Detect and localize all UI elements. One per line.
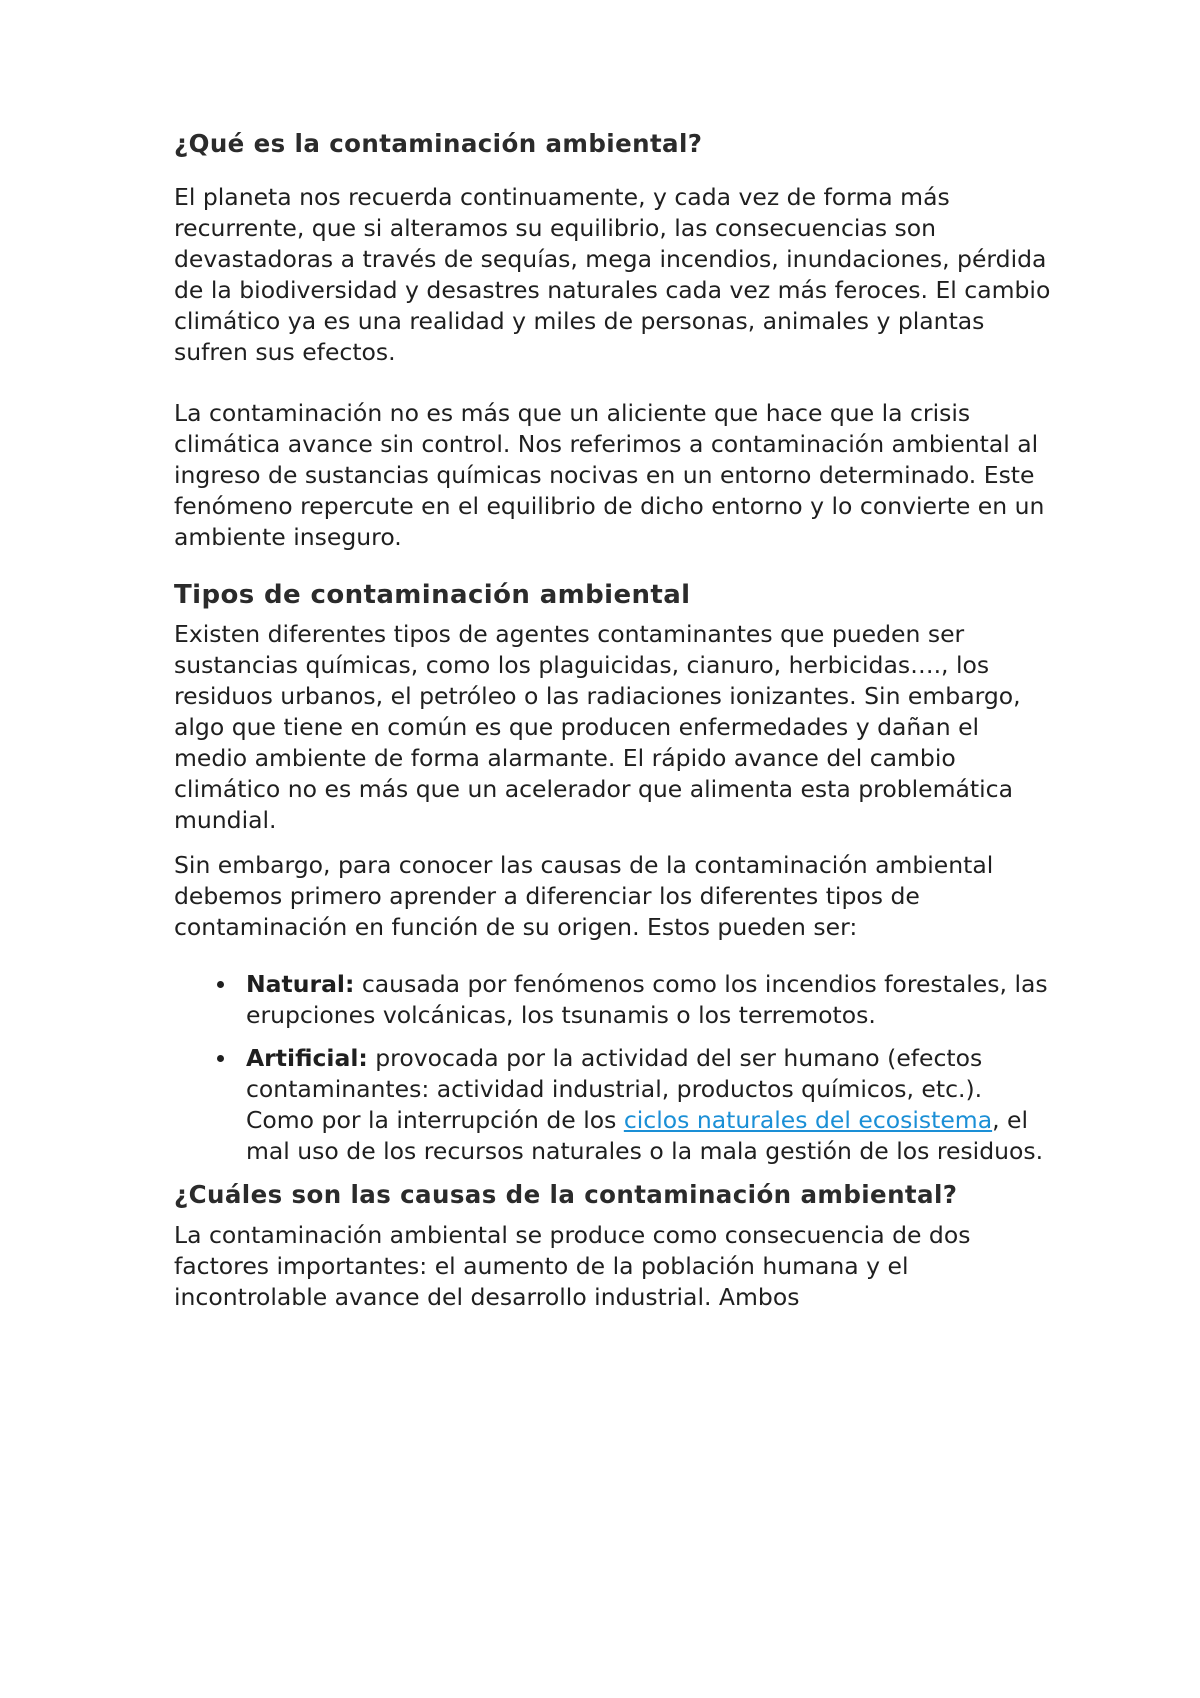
bullet-icon (217, 1055, 224, 1062)
list-item-term: Artificial: (246, 1044, 368, 1072)
paragraph-intro: El planeta nos recuerda continuamente, y cada vez de forma más recurrente, que si alteramos su equilibrio, las consecuencias son devastadoras a través de sequías, mega incendios, inundaciones, pérdida de la biodiversidad y desastres naturales cada vez más feroces. El cambio climático ya es una realidad y miles de personas, animales y plantas sufren sus efectos. (174, 183, 1051, 366)
paragraph-types-intro: Existen diferentes tipos de agentes contaminantes que pueden ser sustancias químicas, como los plaguicidas, cianuro, herbicidas…., los residuos urbanos, el petróleo o las radiaciones ionizantes. Sin embargo, algo que tiene en común es que producen enfermedades y dañan el medio ambiente de forma alarmante. El rápido avance del cambio climático no es más que un acelerador que alimenta esta problemática mundial. (174, 620, 1021, 834)
ecosystem-cycles-link[interactable]: ciclos naturales del ecosistema (623, 1106, 993, 1134)
paragraph-causes: La contaminación ambiental se produce como consecuencia de dos factores importantes: el aumento de la población humana y el incontrolable avance del desarrollo industrial. Ambos (174, 1221, 971, 1311)
bullet-icon (217, 981, 224, 988)
list-item-text: causada por fenómenos como los incendios forestales, las erupciones volcánicas, los tsunamis o los terremotos. (246, 970, 1048, 1029)
paragraph-origin-intro: Sin embargo, para conocer las causas de la contaminación ambiental debemos primero aprender a diferenciar los diferentes tipos de contaminación en función de su origen. Estos pueden ser: (174, 851, 994, 941)
list-item-text: provocada por la actividad del ser humano (efectos contaminantes: actividad industrial, productos químicos, etc.). Como por la interrupción de los (246, 1044, 983, 1134)
pollution-types-list (174, 969, 1054, 1167)
list-item-artificial (174, 1043, 1054, 1167)
list-item-text: , el mal uso de los recursos naturales o la mala gestión de los residuos. (246, 1106, 1044, 1165)
heading-types-of-pollution: Tipos de contaminación ambiental (174, 580, 691, 610)
document-page (174, 128, 1054, 1313)
list-item-natural (174, 969, 1054, 1031)
heading-causes-of-pollution: ¿Cuáles son las causas de la contaminación ambiental? (174, 1180, 958, 1209)
paragraph-pollution-definition: La contaminación no es más que un aliciente que hace que la crisis climática avance sin control. Nos referimos a contaminación ambiental al ingreso de sustancias químicas nocivas en un entorno determinado. Este fenómeno repercute en el equilibrio de dicho entorno y lo convierte en un ambiente inseguro. (174, 399, 1045, 551)
heading-what-is-pollution: ¿Qué es la contaminación ambiental? (174, 129, 703, 158)
list-item-term: Natural: (246, 970, 355, 998)
